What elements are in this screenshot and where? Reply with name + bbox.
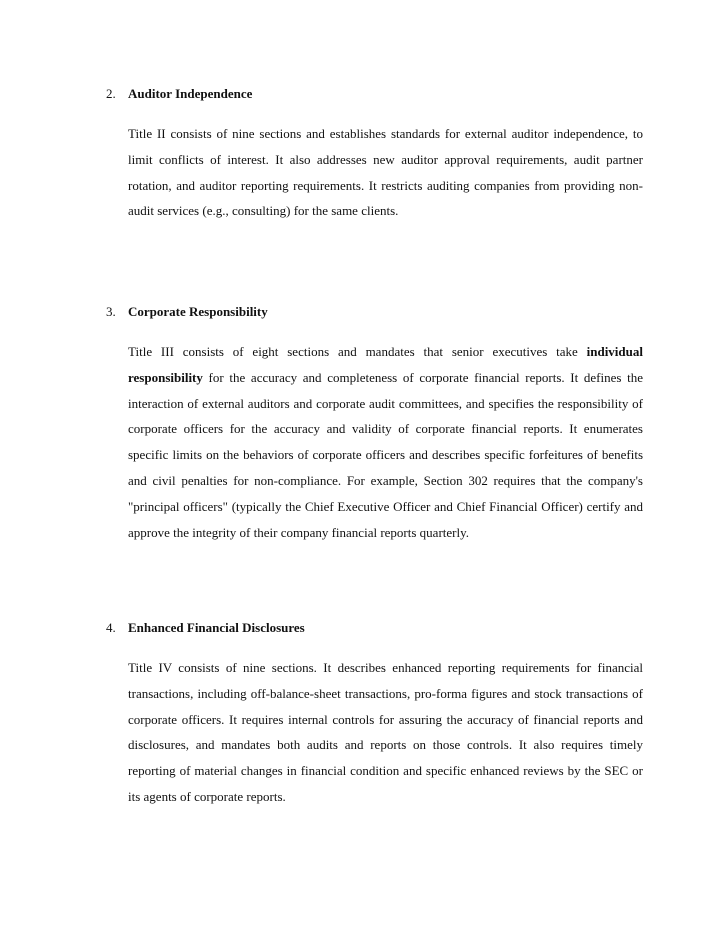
section-heading — [106, 86, 252, 102]
section-number: 4. — [106, 620, 116, 635]
section-title: Corporate Responsibility — [128, 304, 268, 319]
section-number: 2. — [106, 86, 116, 101]
section-title: Enhanced Financial Disclosures — [128, 620, 305, 635]
body-text-lead: Title III consists of eight sections and mandates that senior executives take — [128, 344, 587, 359]
section-body: Title IV consists of nine sections. It describes enhanced reporting requirements for financial transactions, including off-balance-sheet transactions, pro-forma figures and stock transactions of corporate officers. It requires internal controls for assuring the accuracy of financial reports and disclosures, and mandates both audits and reports on those controls. It also requires timely reporting of material changes in financial condition and specific enhanced reviews by the SEC or its agents of corporate reports. — [128, 660, 643, 804]
section-body: Title II consists of nine sections and establishes standards for external auditor independence, to limit conflicts of interest. It also addresses new auditor approval requirements, audit partner rotation, and auditor reporting requirements. It restricts auditing companies from providing non-audit services (e.g., consulting) for the same clients. — [128, 126, 643, 219]
section-body — [128, 339, 643, 545]
emphasis-text: individual responsibility — [128, 344, 643, 385]
body-text-rest: for the accuracy and completeness of corporate financial reports. It defines the interaction of external auditors and corporate audit committees, and specifies the responsibility of corporate officers for the accuracy and validity of corporate financial reports. It enumerates specific limits on the behaviors of corporate officers and describes specific forfeitures of benefits and civil penalties for non-compliance. For example, Section 302 requires that the company's "principal officers" (typically the Chief Executive Officer and Chief Financial Officer) certify and approve the integrity of their company financial reports quarterly. — [128, 369, 643, 540]
section-heading — [106, 304, 268, 320]
section-title: Auditor Independence — [128, 86, 253, 101]
section-heading — [106, 620, 305, 636]
section-number: 3. — [106, 304, 116, 319]
